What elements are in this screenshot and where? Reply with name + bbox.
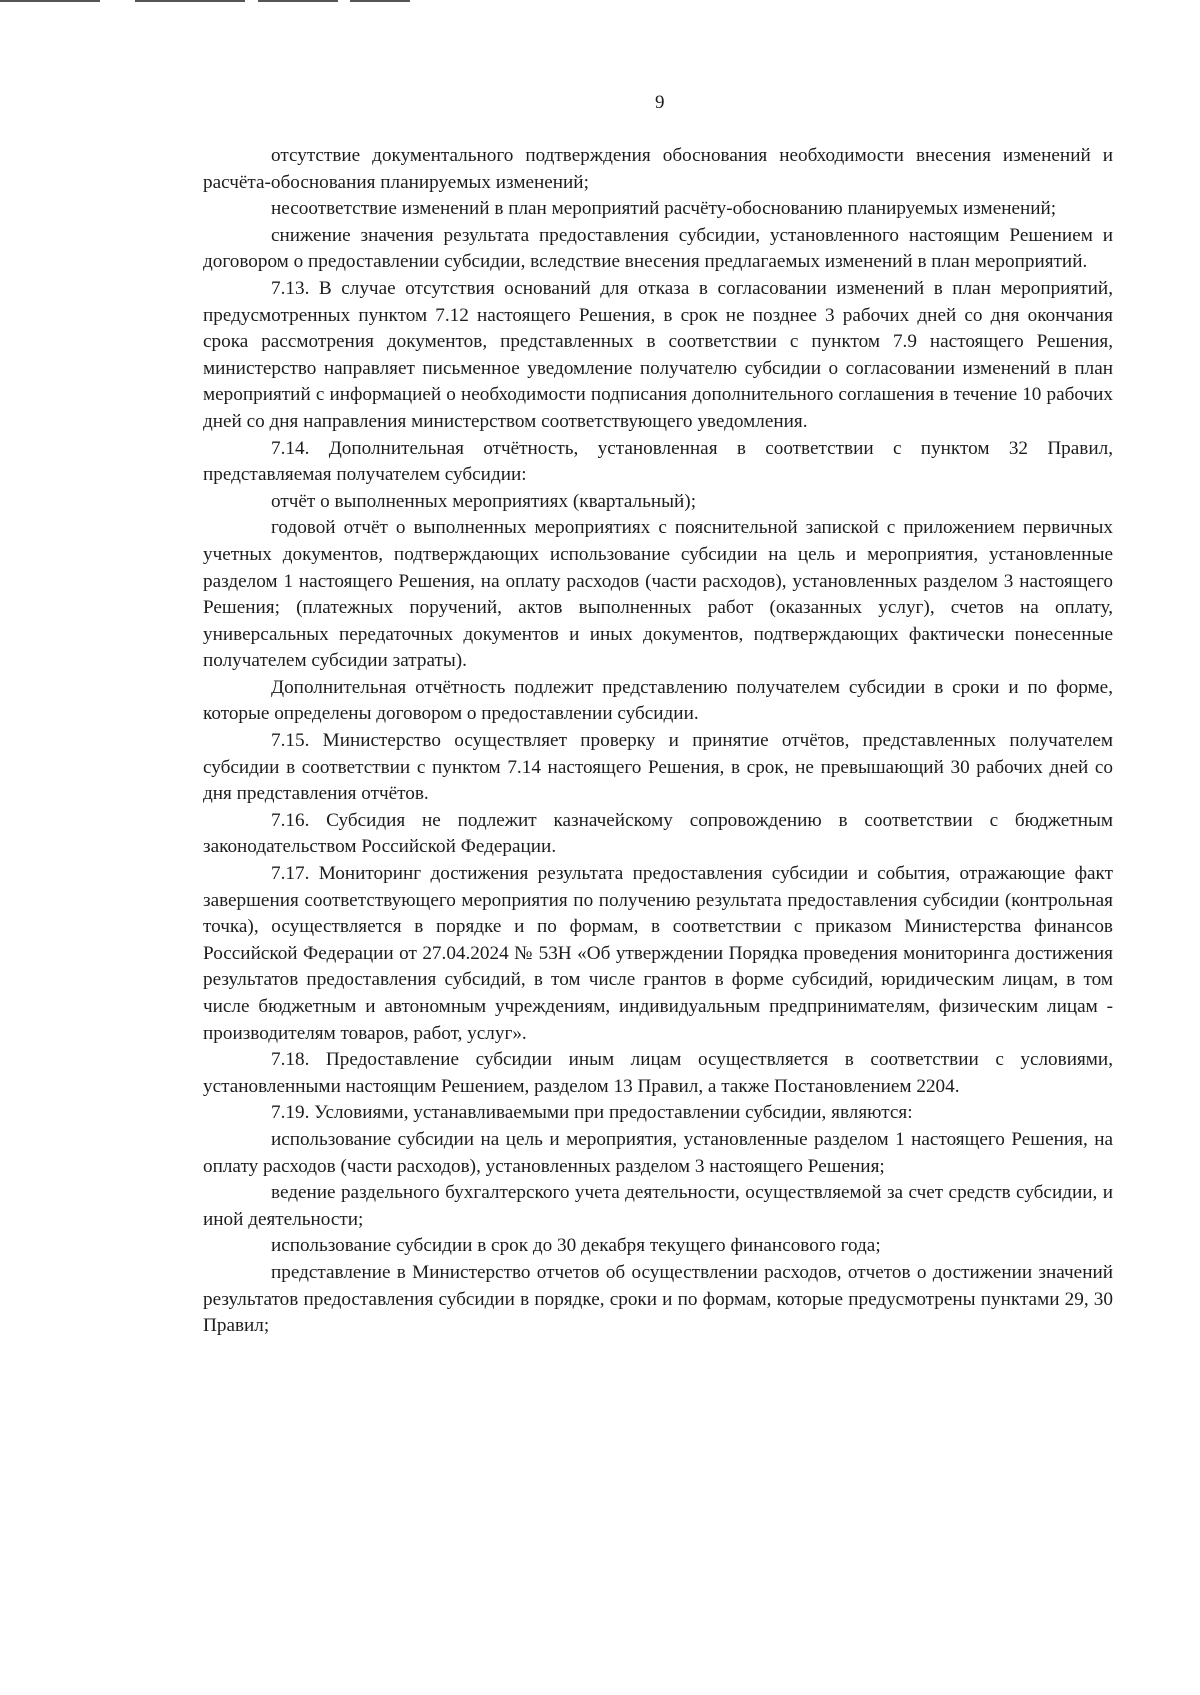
paragraph: 7.17. Мониторинг достижения результата предоставления субсидии и события, отражающие факт завершения соответствующего мероприятия по получению результата предоставления субсидии (контрольная точка), осуществляется в порядке и по формам, в соответствии с приказом Министерства финансов Российской Федерации от 27.04.2024 № 53Н «Об утверждении Порядка проведения мониторинга достижения результатов предоставления субсидий, в том числе грантов в форме субсидий, юридическим лицам, в том числе бюджетным и автономным учреждениям, индивидуальным предпринимателям, физическим лицам - производителям товаров, работ, услуг».: [203, 863, 1113, 1044]
paragraph: годовой отчёт о выполненных мероприятиях с пояснительной запиской с приложением первичных учетных документов, подтверждающих использование субсидии на цель и мероприятия, установленные разделом 1 настоящего Решения, на оплату расходов (части расходов), установленных разделом 3 настоящего Решения; (платежных поручений, актов выполненных работ (оказанных услуг), счетов на оплату, универсальных передаточных документов и иных документов, подтверждающих фактически понесенные получателем субсидии затраты).: [203, 517, 1113, 672]
scan-mark: [258, 0, 338, 2]
scan-mark: [135, 0, 245, 2]
paragraph: представление в Министерство отчетов об осуществлении расходов, отчетов о достижении значений результатов предоставления субсидии в порядке, сроки и по формам, которые предусмотрены пунктами 29, 30 Правил;: [203, 1261, 1113, 1337]
paragraph: ведение раздельного бухгалтерского учета деятельности, осуществляемой за счет средств субсидии, и иной деятельности;: [203, 1182, 1113, 1230]
paragraph: 7.14. Дополнительная отчётность, установленная в соответствии с пунктом 32 Правил, представляемая получателем субсидии:: [203, 437, 1113, 486]
page-number: 9: [655, 92, 665, 113]
paragraph: использование субсидии в срок до 30 декабря текущего финансового года;: [271, 1235, 881, 1257]
document-body: [203, 143, 1113, 1340]
paragraph: Дополнительная отчётность подлежит представлению получателем субсидии в сроки и по форме, которые определены договором о предоставлении субсидии.: [203, 676, 1113, 725]
paragraph: отчёт о выполненных мероприятиях (квартальный);: [271, 490, 697, 512]
scan-mark: [0, 0, 100, 2]
scan-mark: [350, 0, 410, 2]
paragraph: 7.19. Условиями, устанавливаемыми при предоставлении субсидии, являются:: [271, 1102, 913, 1124]
paragraph: отсутствие документального подтверждения обоснования необходимости внесения изменений и расчёта-обоснования планируемых изменений;: [203, 145, 1113, 193]
paragraph: 7.13. В случае отсутствия оснований для отказа в согласовании изменений в план мероприятий, предусмотренных пунктом 7.12 настоящего Решения, в срок не позднее 3 рабочих дней со дня окончания срока рассмотрения документов, представленных в соответствии с пунктом 7.9 настоящего Решения, министерство направляет письменное уведомление получателю субсидии о согласовании изменений в план мероприятий с информацией о необходимости подписания дополнительного соглашения в течение 10 рабочих дней со дня направления министерством соответствующего уведомления.: [203, 277, 1113, 432]
paragraph: использование субсидии на цель и мероприятия, установленные разделом 1 настоящего Решения, на оплату расходов (части расходов), установленных разделом 3 настоящего Решения;: [203, 1128, 1113, 1177]
scan-edge-marks: [0, 0, 420, 4]
paragraph: 7.15. Министерство осуществляет проверку и принятие отчётов, представленных получателем субсидии в соответствии с пунктом 7.14 настоящего Решения, в срок, не превышающий 30 рабочих дней со дня представления отчётов.: [203, 730, 1113, 805]
paragraph: снижение значения результата предоставления субсидии, установленного настоящим Решением и договором о предоставлении субсидии, вследствие внесения предлагаемых изменений в план мероприятий.: [203, 224, 1113, 273]
paragraph: 7.16. Субсидия не подлежит казначейскому сопровождению в соответствии с бюджетным законодательством Российской Федерации.: [203, 809, 1113, 858]
paragraph: несоответствие изменений в план мероприятий расчёту-обоснованию планируемых изменений;: [271, 198, 1057, 220]
paragraph: 7.18. Предоставление субсидии иным лицам осуществляется в соответствии с условиями, установленными настоящим Решением, разделом 13 Правил, а также Постановлением 2204.: [203, 1049, 1113, 1097]
